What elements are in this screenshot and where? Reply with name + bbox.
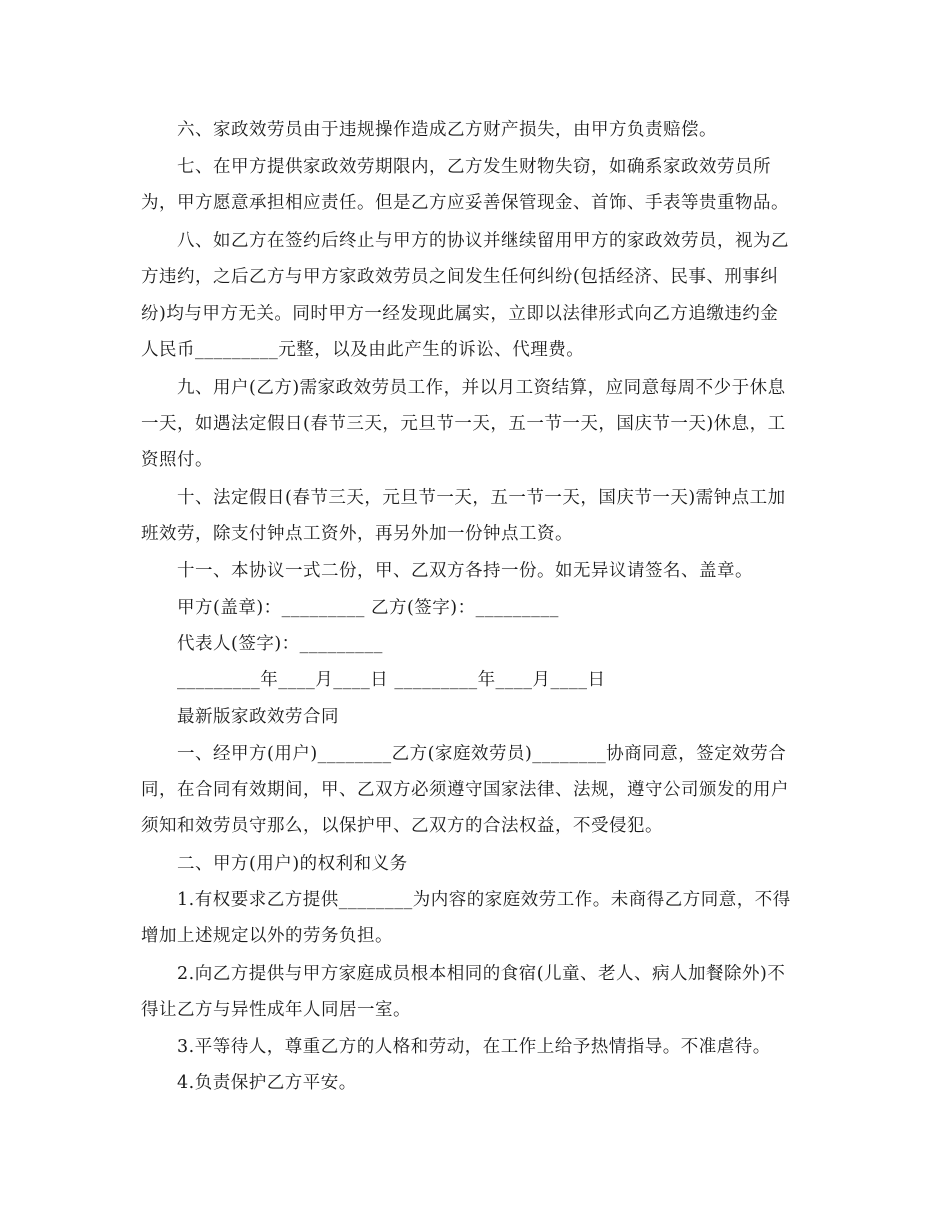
item-4: 4.负责保护乙方平安。 (177, 1073, 357, 1093)
item-1-line-1: 1.有权要求乙方提供________为内容的家庭效劳工作。未商得乙方同意，不得 (177, 890, 791, 910)
item-1-line-2: 增加上述规定以外的劳务负担。 (141, 926, 393, 946)
clause-8-line-1: 八、如乙方在签约后终止与甲方的协议并继续留用甲方的家政效劳员，视为乙 (177, 231, 789, 251)
item-2-line-1: 2.向乙方提供与甲方家庭成员根本相同的食宿(儿童、老人、病人加餐除外)不 (177, 964, 786, 984)
item-2-line-2: 得让乙方与异性成年人同居一室。 (141, 1000, 411, 1020)
date-line: _________年____月____日 _________年____月____日 (177, 670, 606, 690)
clause-9-line-1: 九、用户(乙方)需家政效劳员工作，并以月工资结算，应同意每周不少于休息 (177, 378, 786, 398)
section-1-line-1: 一、经甲方(用户)________乙方(家庭效劳员)________协商同意，签定效劳合 (177, 744, 787, 764)
clause-7-line-1: 七、在甲方提供家政效劳期限内，乙方发生财物失窃，如确系家政效劳员所 (177, 157, 771, 177)
clause-7-line-2: 为，甲方愿意承担相应责任。但是乙方应妥善保管现金、首饰、手表等贵重物品。 (141, 193, 789, 213)
signature-party-line: 甲方(盖章)：_________ 乙方(签字)：_________ (177, 598, 559, 618)
section-2-heading: 二、甲方(用户)的权利和义务 (177, 854, 408, 874)
representative-signature-line: 代表人(签字)：_________ (177, 634, 383, 654)
clause-10-line-2: 班效劳，除支付钟点工资外，再另外加一份钟点工资。 (141, 524, 573, 544)
clause-6: 六、家政效劳员由于违规操作造成乙方财产损失，由甲方负责赔偿。 (177, 120, 717, 140)
section-1-line-2: 同，在合同有效期间，甲、乙双方必须遵守国家法律、法规，遵守公司颁发的用户 (141, 780, 789, 800)
clause-9-line-2: 一天，如遇法定假日(春节三天，元旦节一天，五一节一天，国庆节一天)休息，工 (141, 414, 786, 434)
clause-8-line-3: 纷)均与甲方无关。同时甲方一经发现此属实，立即以法律形式向乙方追缴违约金 (141, 304, 779, 324)
clause-11: 十一、本协议一式二份，甲、乙双方各持一份。如无异议请签名、盖章。 (177, 561, 753, 581)
item-3: 3.平等待人，尊重乙方的人格和劳动，在工作上给予热情指导。不准虐待。 (177, 1037, 771, 1057)
clause-10-line-1: 十、法定假日(春节三天，元旦节一天，五一节一天，国庆节一天)需钟点工加 (177, 488, 786, 508)
clause-9-line-3: 资照付。 (141, 450, 213, 470)
section-1-line-3: 须知和效劳员守那么，以保护甲、乙双方的合法权益，不受侵犯。 (141, 816, 663, 836)
clause-8-line-2: 方违约，之后乙方与甲方家政效劳员之间发生任何纠纷(包括经济、民事、刑事纠 (141, 267, 779, 287)
contract-title: 最新版家政效劳合同 (177, 707, 339, 727)
clause-8-line-4: 人民币_________元整，以及由此产生的诉讼、代理费。 (141, 340, 585, 360)
